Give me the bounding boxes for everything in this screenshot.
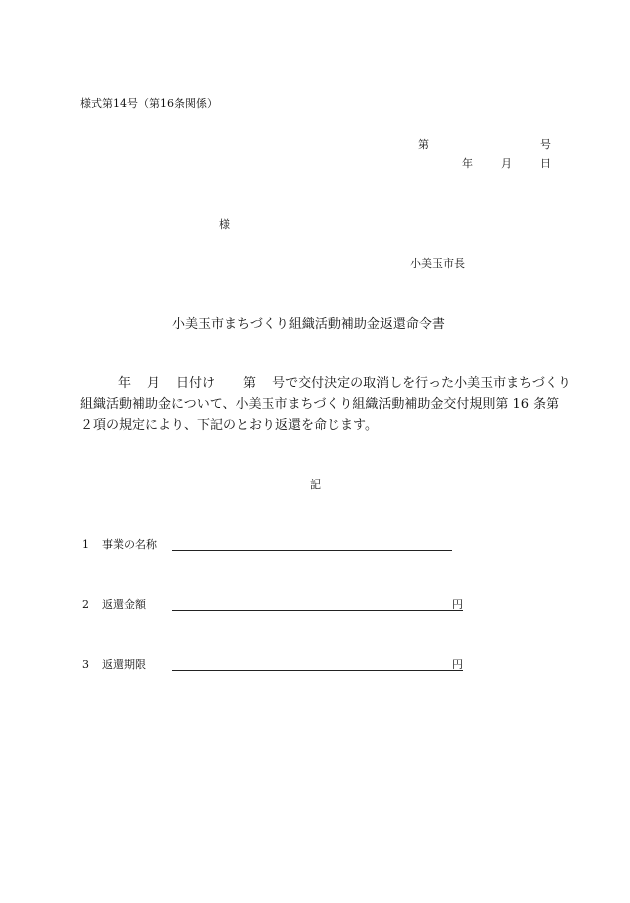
item-label: 返還金額 [102,598,146,611]
item-number: 3 [82,658,89,671]
item-label: 返還期限 [102,658,146,671]
item-underline [172,610,452,611]
item-number: 2 [82,598,89,611]
item-unit: 円 [452,658,463,671]
addressee-suffix: 様 [219,218,230,231]
body-date-suffix: 日付け [176,376,216,391]
item-unit: 円 [452,598,463,611]
ki-heading: 記 [310,478,321,491]
document-number-suffix: 号 [540,138,551,151]
date-month-label: 月 [501,157,512,170]
document-title: 小美玉市まちづくり組織活動補助金返還命令書 [172,317,445,332]
item-underline [172,670,452,671]
item-label: 事業の名称 [102,538,157,551]
item-unit-underline [452,670,463,671]
document-number-prefix: 第 [418,138,429,151]
issuer: 小美玉市長 [410,257,465,270]
body-line-2: 組織活動補助金について、小美玉市まちづくり組織活動補助金交付規則第 16 条第 [80,397,560,412]
body-line-3: ２項の規定により、下記のとおり返還を命じます。 [80,418,378,433]
item-unit-underline [452,610,463,611]
item-number: 1 [82,538,89,551]
body-number-prefix: 第 [243,376,257,391]
date-year-label: 年 [462,157,473,170]
item-underline [172,550,452,551]
date-day-label: 日 [540,157,551,170]
body-month-label: 月 [147,376,161,391]
form-label: 様式第14号（第16条関係） [80,97,218,110]
body-year-label: 年 [118,376,132,391]
body-line-1-rest: 号で交付決定の取消しを行った小美玉市まちづくり [272,376,571,391]
body-line-1 [118,376,571,391]
